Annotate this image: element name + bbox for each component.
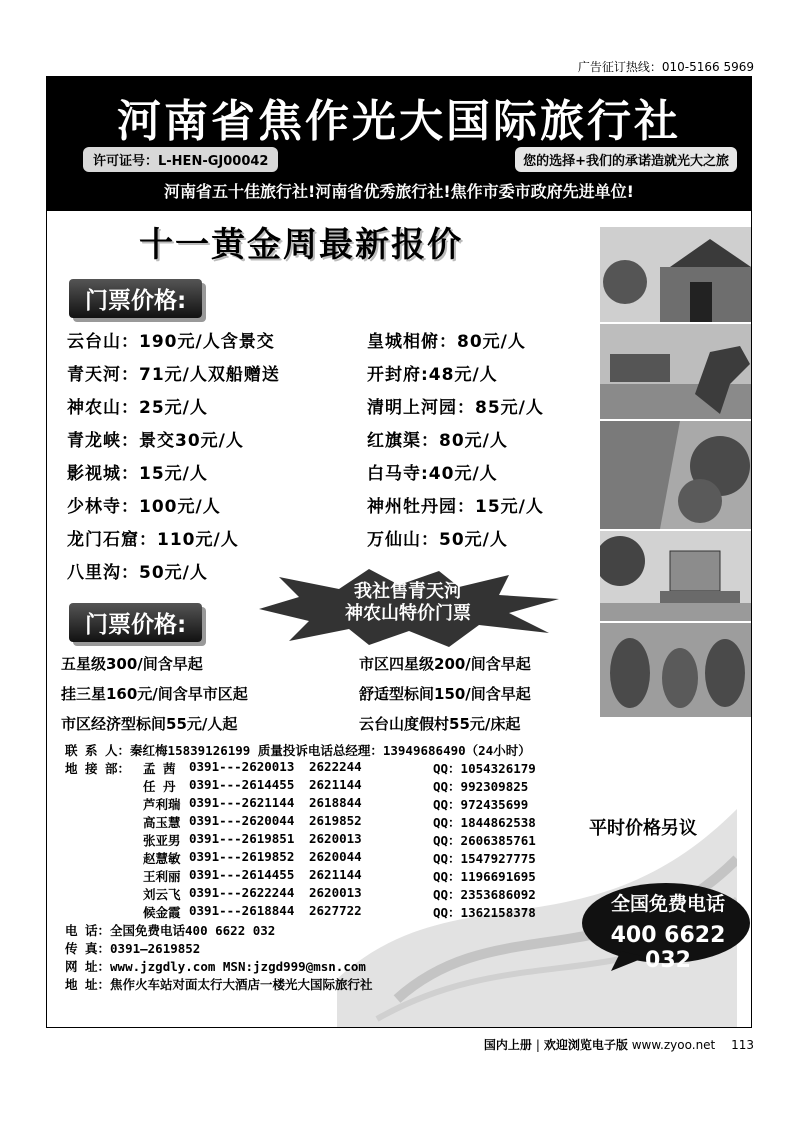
staff-qq: QQ：1547927775 bbox=[433, 851, 536, 866]
palace-photo bbox=[600, 227, 751, 322]
ticket-left-row: 影视城：15元/人 bbox=[67, 464, 208, 484]
staff-tel2: 2619852 bbox=[309, 813, 362, 828]
staff-tel2: 2621144 bbox=[309, 777, 362, 792]
ticket-left-row: 八里沟：50元/人 bbox=[67, 563, 208, 583]
footer-separator: | bbox=[535, 1038, 540, 1052]
staff-name: 王利丽 bbox=[143, 869, 181, 884]
photo-column bbox=[600, 227, 751, 717]
staff-phone: 0391---2620013 bbox=[189, 759, 295, 774]
ticket-right-row: 红旗渠：80元/人 bbox=[367, 431, 508, 451]
contact-line: 联 系 人：秦红梅15839126199 质量投诉电话总经理：13949686490（24小时） bbox=[65, 743, 531, 758]
ticket-right-row: 清明上河园：85元/人 bbox=[367, 398, 544, 418]
staff-tel2: 2620013 bbox=[309, 885, 362, 900]
headline: 十一黄金周最新报价 bbox=[139, 225, 463, 265]
staff-qq: QQ：992309825 bbox=[433, 779, 529, 794]
ticket-right-row: 白马寺:40元/人 bbox=[367, 464, 498, 484]
special-offer-line: 我社售青天河 bbox=[354, 581, 462, 602]
staff-qq: QQ：972435699 bbox=[433, 797, 529, 812]
staff-name: 高玉慧 bbox=[143, 815, 181, 830]
staff-name: 芦利瑞 bbox=[143, 797, 181, 812]
slogan-badge: 您的选择+我们的承诺造就光大之旅 bbox=[515, 147, 737, 172]
hotel-left-row: 市区经济型标间55元/人起 bbox=[61, 715, 238, 733]
footer-section: 国内上册 bbox=[483, 1038, 532, 1052]
footer-browse: 欢迎浏览电子版 bbox=[543, 1038, 628, 1052]
staff-tel2: 2621144 bbox=[309, 867, 362, 882]
hotel-left-row: 挂三星160元/间含早市区起 bbox=[61, 685, 248, 703]
ticket-left-row: 龙门石窟：110元/人 bbox=[67, 530, 239, 550]
hotel-right-row: 舒适型标间150/间含早起 bbox=[359, 685, 531, 703]
staff-name: 任 丹 bbox=[143, 779, 176, 794]
website-line[interactable]: 网 址：www.jzgdly.com MSN:jzgd999@msn.com bbox=[65, 959, 366, 974]
ticket-left-row: 青天河：71元/人双船赠送 bbox=[67, 365, 280, 385]
tickets-section-label: 门票价格: bbox=[69, 279, 202, 318]
staff-phone: 0391---2621144 bbox=[189, 795, 295, 810]
agency-name: 河南省焦作光大国际旅行社 bbox=[117, 96, 681, 147]
staff-tel2: 2622244 bbox=[309, 759, 362, 774]
special-offer-line: 神农山特价门票 bbox=[345, 603, 471, 624]
hotel-left-row: 五星级300/间含早起 bbox=[61, 655, 203, 673]
staff-tel2: 2627722 bbox=[309, 903, 362, 918]
staff-phone: 0391---2618844 bbox=[189, 903, 295, 918]
staff-qq: QQ：1054326179 bbox=[433, 761, 536, 776]
staff-phone: 0391---2620044 bbox=[189, 813, 295, 828]
staff-qq: QQ：1844862538 bbox=[433, 815, 536, 830]
telephone-line: 电 话：全国免费电话400 6622 032 bbox=[65, 923, 276, 938]
staff-tel2: 2620013 bbox=[309, 831, 362, 846]
footer-site[interactable]: www.zyoo.net bbox=[631, 1038, 716, 1052]
hotel-right-row: 云台山度假村55元/床起 bbox=[359, 715, 521, 733]
license-badge: 许可证号：L-HEN-GJ00042 bbox=[83, 147, 278, 172]
staff-qq: QQ：2606385761 bbox=[433, 833, 536, 848]
staff-name: 张亚男 bbox=[143, 833, 181, 848]
special-offer bbox=[283, 581, 533, 625]
staff-name: 孟 茜 bbox=[143, 761, 176, 776]
staff-name: 候金霞 bbox=[143, 905, 181, 920]
header-banner bbox=[47, 77, 751, 211]
ticket-left-row: 云台山：190元/人含景交 bbox=[67, 332, 275, 352]
staff-tel2: 2620044 bbox=[309, 849, 362, 864]
ticket-right-row: 皇城相俯：80元/人 bbox=[367, 332, 526, 352]
honors-line: 河南省五十佳旅行社!河南省优秀旅行社!焦作市委市政府先进单位! bbox=[164, 182, 634, 201]
ad-hotline: 广告征订热线：010-5166 5969 bbox=[577, 60, 754, 74]
ticket-left-row: 少林寺：100元/人 bbox=[67, 497, 221, 517]
hotel-right-row: 市区四星级200/间含早起 bbox=[359, 655, 531, 673]
fax-line: 传 真：0391—2619852 bbox=[65, 941, 201, 956]
page-footer bbox=[484, 1036, 754, 1053]
reception-label: 地 接 部： bbox=[65, 761, 131, 776]
ticket-right-row: 开封府:48元/人 bbox=[367, 365, 498, 385]
hotels-section-label: 门票价格: bbox=[69, 603, 202, 642]
grotto-photo bbox=[600, 623, 751, 717]
free-call-title: 全国免费电话 bbox=[610, 893, 725, 915]
ticket-left-row: 神农山：25元/人 bbox=[67, 398, 208, 418]
staff-name: 刘云飞 bbox=[143, 887, 181, 902]
address-line: 地 址：焦作火车站对面太行大酒店一楼光大国际旅行社 bbox=[65, 977, 373, 992]
monument-photo bbox=[600, 531, 751, 621]
staff-name: 赵慧敏 bbox=[143, 851, 181, 866]
advertisement bbox=[46, 76, 752, 1028]
cliff-photo bbox=[600, 421, 751, 529]
ticket-left-row: 青龙峡：景交30元/人 bbox=[67, 431, 244, 451]
statue-photo bbox=[600, 324, 751, 419]
free-call-number: 400 6622 032 bbox=[610, 923, 726, 973]
staff-phone: 0391---2622244 bbox=[189, 885, 295, 900]
staff-tel2: 2618844 bbox=[309, 795, 362, 810]
regular-price-note: 平时价格另议 bbox=[589, 818, 697, 839]
staff-phone: 0391---2619851 bbox=[189, 831, 295, 846]
staff-qq: QQ：1196691695 bbox=[433, 869, 536, 884]
staff-phone: 0391---2614455 bbox=[189, 867, 295, 882]
ticket-right-row: 神州牡丹园：15元/人 bbox=[367, 497, 544, 517]
page-number: 113 bbox=[731, 1038, 754, 1052]
staff-qq: QQ：2353686092 bbox=[433, 887, 536, 902]
ticket-right-row: 万仙山：50元/人 bbox=[367, 530, 508, 550]
staff-phone: 0391---2614455 bbox=[189, 777, 295, 792]
staff-qq: QQ：1362158378 bbox=[433, 905, 536, 920]
staff-phone: 0391---2619852 bbox=[189, 849, 295, 864]
